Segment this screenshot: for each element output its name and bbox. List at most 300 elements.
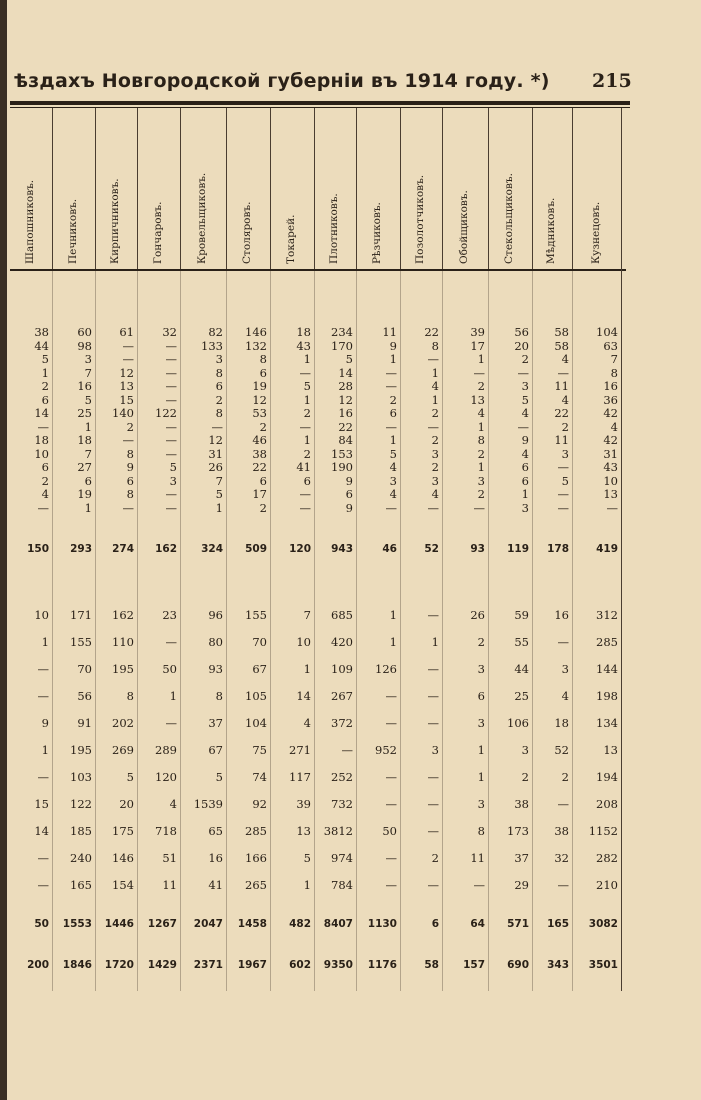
table-cell: — [385,420,397,434]
table-cell: — [37,501,49,515]
table-cell: 18 [554,716,569,730]
table-cell: 150 [27,543,49,555]
table-cell: 70 [252,635,267,649]
table-cell: 195 [112,662,134,676]
table-cell: 372 [331,716,353,730]
table-cell: 162 [155,543,177,555]
table-cell: 15 [119,393,134,407]
table-cell: 8407 [323,918,353,930]
table-cell: 2 [521,352,529,366]
column-header: Стекольщиковъ. [503,173,515,264]
column-header: Шапошниковъ. [24,179,36,264]
table-cell: 1458 [237,918,267,930]
table-cell: 165 [70,878,92,892]
table-cell: 166 [245,851,267,865]
table-cell: 1539 [193,797,223,811]
table-cell: — [557,878,569,892]
table-cell: 6 [41,393,49,407]
table-cell: — [427,689,439,703]
table-cell: 1 [477,770,485,784]
table-cell: 2 [477,635,485,649]
table-cell: 117 [289,770,311,784]
table-cell: 178 [547,543,569,555]
table-cell: 31 [603,447,618,461]
table-cell: 1 [303,433,311,447]
table-cell: — [211,420,223,434]
table-cell: 140 [112,406,134,420]
table-cell: 46 [382,543,397,555]
column-divider [532,108,533,269]
table-cell: 82 [208,325,223,339]
table-cell: 67 [252,662,267,676]
table-cell: 154 [112,878,134,892]
table-cell: — [473,878,485,892]
table-cell: 26 [470,608,485,622]
header-rule-thin [10,107,630,108]
table-cell: 14 [34,406,49,420]
column-header: Обойщиковъ. [458,190,470,264]
table-cell: 6 [259,366,267,380]
table-cell: 25 [77,406,92,420]
table-cell: 1 [389,433,397,447]
table-cell: 8 [215,689,223,703]
table-cell: 7 [303,608,311,622]
table-cell: 7 [84,366,92,380]
column-header: Токарей. [285,214,297,264]
table-cell: — [557,460,569,474]
table-cell: — [122,352,134,366]
table-cell: — [37,420,49,434]
table-cell: 144 [596,662,618,676]
table-cell: 8 [610,366,618,380]
table-cell: 14 [338,366,353,380]
table-cell: 6 [259,474,267,488]
column-header: Печниковъ. [66,198,79,264]
table-cell: 293 [70,543,92,555]
table-cell: 162 [112,608,134,622]
table-cell: 18 [296,325,311,339]
table-cell: — [517,366,529,380]
table-cell: — [517,420,529,434]
table-cell: 194 [596,770,618,784]
table-cell: 943 [331,543,353,555]
table-cell: 6 [477,689,485,703]
table-cell: 1 [41,366,49,380]
table-cell: 1 [41,743,49,757]
table-cell: 2 [41,474,49,488]
table-cell: 6 [84,474,92,488]
table-cell: — [165,339,177,353]
table-cell: 13 [603,743,618,757]
table-cell: 22 [424,325,439,339]
table-cell: 1 [389,608,397,622]
table-cell: 29 [514,878,529,892]
table-cell: 20 [514,339,529,353]
table-cell: 38 [252,447,267,461]
table-cell: 5 [126,770,134,784]
table-cell: 13 [119,379,134,393]
table-cell: 4 [477,406,485,420]
table-cell: 240 [70,851,92,865]
table-cell: 58 [554,339,569,353]
table-cell: 4 [389,487,397,501]
table-cell: 44 [514,662,529,676]
table-cell: 80 [208,635,223,649]
table-cell: 38 [514,797,529,811]
table-cell: — [165,379,177,393]
table-cell: 6 [345,487,353,501]
table-cell: 170 [331,339,353,353]
table-cell: 173 [507,824,529,838]
table-cell: 2 [477,487,485,501]
table-cell: 16 [338,406,353,420]
table-cell: — [37,689,49,703]
table-cell: 19 [77,487,92,501]
table-cell: — [385,770,397,784]
table-cell: 7 [84,447,92,461]
table-cell: 171 [70,608,92,622]
table-cell: 26 [208,460,223,474]
table-cell: 10 [603,474,618,488]
table-cell: 3 [431,447,439,461]
table-cell: 104 [596,325,618,339]
table-cell: 3 [561,662,569,676]
table-cell: 3 [389,474,397,488]
table-cell: 6 [303,474,311,488]
table-cell: 1152 [588,824,618,838]
table-cell: 19 [252,379,267,393]
table-cell: 7 [610,352,618,366]
table-cell: 16 [603,379,618,393]
table-cell: — [427,878,439,892]
table-cell: 289 [155,743,177,757]
table-cell: — [37,878,49,892]
table-cell: 37 [514,851,529,865]
table-cell: 198 [596,689,618,703]
table-cell: 3 [431,743,439,757]
table-cell: 42 [603,406,618,420]
table-cell: 5 [303,379,311,393]
table-cell: — [427,608,439,622]
table-cell: 60 [77,325,92,339]
table-cell: 10 [296,635,311,649]
table-cell: 122 [155,406,177,420]
table-cell: 2 [303,406,311,420]
table-cell: — [557,487,569,501]
table-cell: — [606,501,618,515]
table-cell: 1720 [104,959,134,971]
table-cell: 2 [431,851,439,865]
table-cell: — [385,797,397,811]
table-cell: 274 [112,543,134,555]
table-cell: 175 [112,824,134,838]
table-cell: 2 [259,420,267,434]
table-cell: 9 [345,501,353,515]
table-cell: 3 [431,474,439,488]
table-cell: 65 [208,824,223,838]
table-cell: 36 [603,393,618,407]
table-cell: 32 [162,325,177,339]
table-cell: 153 [331,447,353,461]
table-cell: 271 [289,743,311,757]
table-cell: 208 [596,797,618,811]
table-cell: 4 [303,716,311,730]
table-cell: 4 [431,379,439,393]
table-cell: 64 [470,918,485,930]
table-cell: 210 [596,878,618,892]
table-cell: 11 [554,379,569,393]
table-cell: 93 [208,662,223,676]
table-cell: 3 [521,743,529,757]
table-cell: 43 [603,460,618,474]
table-cell: 195 [70,743,92,757]
table-cell: 3 [521,379,529,393]
table-cell: — [37,851,49,865]
table-cell: 5 [215,487,223,501]
table-cell: 50 [382,824,397,838]
column-divider [226,108,227,269]
table-cell: 7 [215,474,223,488]
table-cell: — [165,716,177,730]
table-cell: 2 [215,393,223,407]
table-cell: 690 [507,959,529,971]
table-cell: 1 [521,487,529,501]
table-cell: 2 [259,501,267,515]
table-cell: 28 [338,379,353,393]
table-cell: 571 [507,918,529,930]
table-cell: 165 [547,918,569,930]
table-cell: 234 [331,325,353,339]
column-divider [572,108,573,269]
table-cell: 3812 [323,824,353,838]
table-cell: 1130 [367,918,397,930]
table-cell: 3 [477,474,485,488]
table-cell: 61 [119,325,134,339]
table-cell: 59 [514,608,529,622]
table-cell: — [165,352,177,366]
table-cell: 3 [477,797,485,811]
table-cell: 126 [375,662,397,676]
table-cell: — [165,433,177,447]
table-cell: 8 [477,433,485,447]
table-cell: 41 [296,460,311,474]
table-cell: 53 [252,406,267,420]
table-cell: 2 [431,433,439,447]
column-divider [52,108,53,269]
table-cell: 482 [289,918,311,930]
table-cell: 8 [126,689,134,703]
table-cell: 5 [169,460,177,474]
table-cell: 2 [126,420,134,434]
column-header: Столяровъ. [241,201,253,264]
table-cell: 1 [303,393,311,407]
table-cell: 4 [521,447,529,461]
table-cell: 70 [77,662,92,676]
table-cell: 16 [77,379,92,393]
column-header: Мѣдниковъ. [545,197,557,264]
table-cell: 3082 [588,918,618,930]
table-cell: 16 [208,851,223,865]
table-cell: — [557,501,569,515]
table-cell: 134 [596,716,618,730]
table-cell: — [385,689,397,703]
table-cell: 265 [245,878,267,892]
table-cell: 4 [610,420,618,434]
column-header: Кузнецовъ. [589,201,602,264]
table-cell: 6 [521,474,529,488]
table-cell: — [385,501,397,515]
table-cell: 4 [561,689,569,703]
table-cell: 8 [259,352,267,366]
table-cell: 8 [215,406,223,420]
table-cell: 9 [345,474,353,488]
page-title: ѣздахъ Новгородской губерніи въ 1914 году. *) [14,70,550,92]
table-cell: 8 [477,824,485,838]
table-cell: 122 [70,797,92,811]
table-cell: 5 [41,352,49,366]
table-cell: 4 [561,352,569,366]
table-cell: 119 [507,543,529,555]
table-cell: 202 [112,716,134,730]
table-cell: 509 [245,543,267,555]
table-cell: 2 [521,770,529,784]
column-divider [95,108,96,269]
table-cell: 84 [338,433,353,447]
table-right-border [621,108,622,991]
table-cell: 2371 [193,959,223,971]
table-cell: 14 [34,824,49,838]
table-cell: — [557,366,569,380]
table-cell: — [427,797,439,811]
table-cell: — [385,366,397,380]
table-cell: 11 [162,878,177,892]
column-divider [488,108,489,269]
table-cell: 1 [303,662,311,676]
table-cell: 1 [389,352,397,366]
column-header: Кирпичниковъ. [109,178,121,264]
table-cell: 602 [289,959,311,971]
table-cell: 93 [470,543,485,555]
table-cell: — [427,824,439,838]
table-cell: 4 [389,460,397,474]
table-cell: 38 [554,824,569,838]
column-divider [137,108,138,269]
table-cell: 1846 [62,959,92,971]
table-cell: 38 [34,325,49,339]
table-cell: 3 [215,352,223,366]
table-cell: 1 [215,501,223,515]
table-cell: 2 [561,770,569,784]
table-cell: 50 [34,918,49,930]
table-cell: 312 [596,608,618,622]
table-cell: — [427,420,439,434]
table-cell: 4 [561,393,569,407]
table-cell: — [473,501,485,515]
table-cell: 2 [477,379,485,393]
table-cell: 42 [603,433,618,447]
table-cell: 12 [119,366,134,380]
table-cell: 11 [554,433,569,447]
column-divider [356,108,357,269]
table-cell: 1 [303,878,311,892]
table-cell: 133 [201,339,223,353]
table-cell: 2047 [193,918,223,930]
table-cell: 267 [331,689,353,703]
table-cell: 1553 [62,918,92,930]
table-cell: 55 [514,635,529,649]
table-cell: 120 [155,770,177,784]
header-rule-thick [10,101,630,105]
table-cell: 3 [169,474,177,488]
column-divider [314,108,315,269]
table-cell: — [385,851,397,865]
table-cell: 10 [34,608,49,622]
table-cell: 103 [70,770,92,784]
table-cell: 105 [245,689,267,703]
table-cell: 22 [252,460,267,474]
table-cell: 420 [331,635,353,649]
column-header: Гончаровъ. [151,201,164,264]
table-cell: 3 [84,352,92,366]
table-cell: 8 [215,366,223,380]
table-cell: 74 [252,770,267,784]
table-cell: 1 [477,743,485,757]
table-cell: 67 [208,743,223,757]
table-cell: 1 [431,393,439,407]
page-number: 215 [592,70,632,92]
table-cell: — [122,501,134,515]
table-cell: 5 [84,393,92,407]
table-cell: 1176 [367,959,397,971]
table-cell: 2 [303,447,311,461]
table-cell: 8 [126,487,134,501]
table-cell: 6 [215,379,223,393]
table-cell: 285 [245,824,267,838]
table-cell: 9 [521,433,529,447]
table-cell: 12 [338,393,353,407]
table-cell: — [299,487,311,501]
table-cell: 37 [208,716,223,730]
table-cell: — [299,420,311,434]
table-cell: 9 [126,460,134,474]
table-cell: 22 [554,406,569,420]
table-cell: 17 [470,339,485,353]
table-cell: 27 [77,460,92,474]
table-cell: — [385,716,397,730]
table-cell: 20 [119,797,134,811]
book-spine [0,0,7,1100]
table-cell: 25 [514,689,529,703]
table-cell: — [165,447,177,461]
table-cell: 132 [245,339,267,353]
table-cell: — [427,716,439,730]
column-divider [180,108,181,269]
table-cell: 91 [77,716,92,730]
table-cell: 3501 [588,959,618,971]
table-cell: 120 [289,543,311,555]
column-header: Плотниковъ. [328,193,340,264]
table-cell: 58 [554,325,569,339]
table-cell: 51 [162,851,177,865]
table-cell: 185 [70,824,92,838]
table-cell: 419 [596,543,618,555]
table-cell: — [122,339,134,353]
table-cell: — [557,797,569,811]
table-cell: 269 [112,743,134,757]
table-cell: 41 [208,878,223,892]
table-cell: 39 [296,797,311,811]
table-cell: 13 [296,824,311,838]
